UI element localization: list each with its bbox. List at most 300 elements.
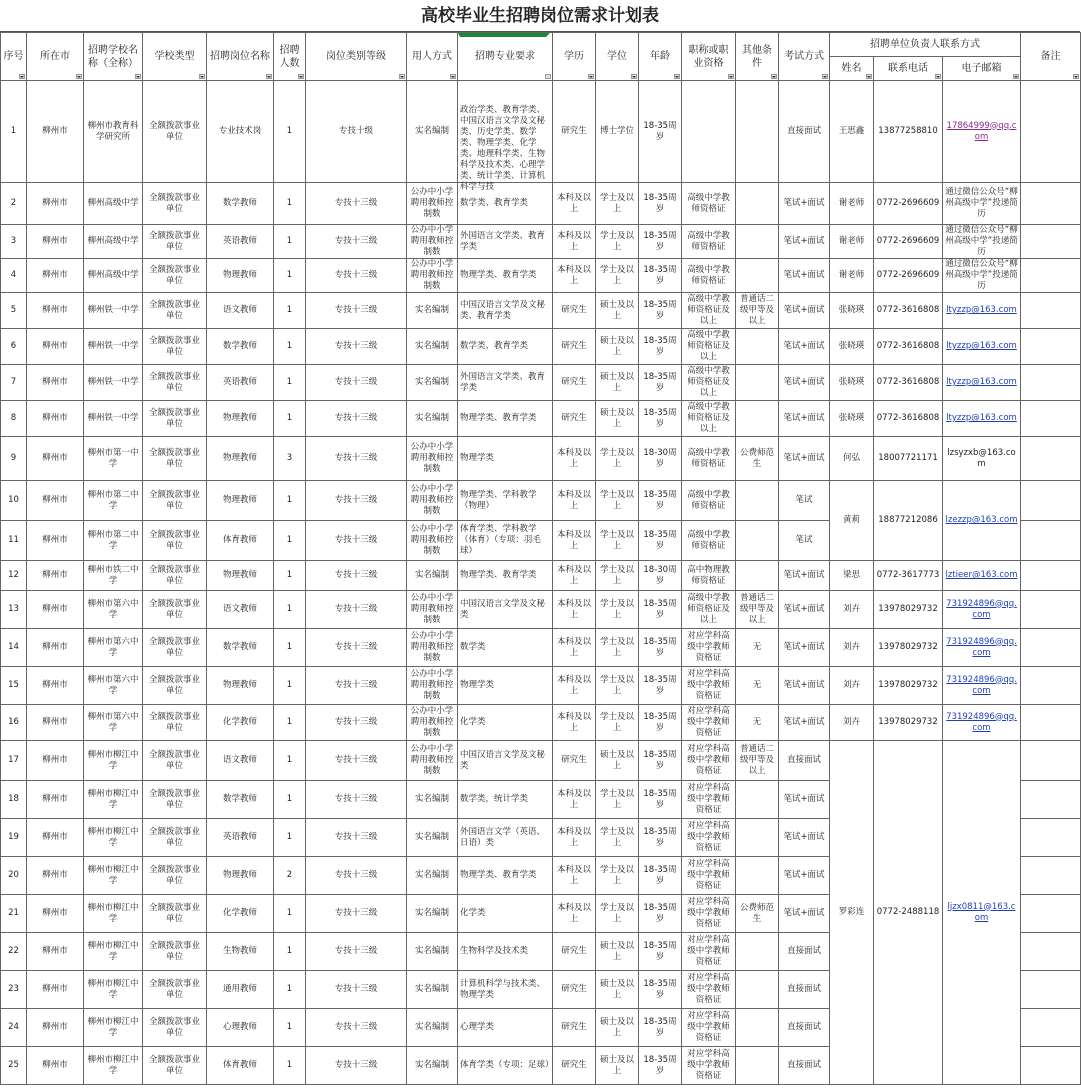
cell-age[interactable] — [639, 183, 682, 225]
cell-city[interactable] — [27, 971, 84, 1009]
header-major[interactable]: 招聘专业要求 — [458, 33, 553, 81]
cell-major[interactable] — [458, 971, 553, 1009]
cell-contact-name[interactable] — [830, 591, 874, 629]
cell-major[interactable] — [458, 481, 553, 521]
cell-grade[interactable] — [306, 225, 407, 259]
cell-degree[interactable] — [596, 1047, 639, 1085]
cell-major[interactable] — [458, 259, 553, 293]
cell-city[interactable] — [27, 225, 84, 259]
cell-school-type[interactable] — [143, 81, 207, 183]
cell-school-type[interactable] — [143, 183, 207, 225]
cell-school-type[interactable] — [143, 225, 207, 259]
cell-contact-name[interactable] — [830, 629, 874, 667]
cell-contact-phone[interactable] — [874, 705, 943, 741]
cell-employment[interactable] — [407, 781, 458, 819]
cell-grade[interactable] — [306, 437, 407, 481]
cell-other[interactable] — [736, 971, 779, 1009]
cell-contact-email[interactable] — [943, 365, 1021, 401]
cell-position[interactable] — [207, 365, 274, 401]
cell-exam[interactable] — [779, 629, 830, 667]
cell-contact-phone[interactable] — [874, 183, 943, 225]
cell-remarks[interactable] — [1021, 293, 1081, 329]
cell-contact-name[interactable] — [830, 329, 874, 365]
header-position[interactable]: 招聘岗位名称 — [207, 33, 274, 81]
cell-grade[interactable] — [306, 183, 407, 225]
cell-other[interactable] — [736, 591, 779, 629]
cell-education[interactable] — [553, 521, 596, 561]
cell-count[interactable] — [274, 81, 306, 183]
cell-major[interactable] — [458, 561, 553, 591]
cell-count[interactable] — [274, 561, 306, 591]
cell-major[interactable] — [458, 183, 553, 225]
cell-city[interactable] — [27, 705, 84, 741]
cell-qualification[interactable] — [682, 401, 736, 437]
cell-age[interactable] — [639, 895, 682, 933]
cell-count[interactable] — [274, 629, 306, 667]
cell-degree[interactable] — [596, 81, 639, 183]
cell-employment[interactable] — [407, 437, 458, 481]
cell-exam[interactable] — [779, 329, 830, 365]
cell-grade[interactable] — [306, 857, 407, 895]
cell-major[interactable] — [458, 521, 553, 561]
cell-remarks[interactable] — [1021, 895, 1081, 933]
cell-employment[interactable] — [407, 1047, 458, 1085]
cell-remarks[interactable] — [1021, 401, 1081, 437]
cell-remarks[interactable] — [1021, 781, 1081, 819]
cell-school-type[interactable] — [143, 781, 207, 819]
cell-school[interactable] — [84, 365, 143, 401]
cell-count[interactable] — [274, 591, 306, 629]
cell-age[interactable] — [639, 1047, 682, 1085]
cell-employment[interactable] — [407, 741, 458, 781]
contact-email-link[interactable]: lztieer@163.com — [945, 570, 1018, 580]
cell-grade[interactable] — [306, 81, 407, 183]
cell-employment[interactable] — [407, 591, 458, 629]
cell-education[interactable] — [553, 667, 596, 705]
cell-city[interactable] — [27, 81, 84, 183]
cell-qualification[interactable] — [682, 1009, 736, 1047]
cell-other[interactable] — [736, 401, 779, 437]
cell-city[interactable] — [27, 481, 84, 521]
cell-qualification[interactable] — [682, 183, 736, 225]
cell-count[interactable] — [274, 781, 306, 819]
cell-exam[interactable] — [779, 741, 830, 781]
cell-exam[interactable] — [779, 819, 830, 857]
cell-qualification[interactable] — [682, 895, 736, 933]
cell-school-type[interactable] — [143, 971, 207, 1009]
header-contact-name[interactable]: 姓名 — [830, 57, 874, 81]
cell-position[interactable] — [207, 329, 274, 365]
cell-city[interactable] — [27, 781, 84, 819]
cell-school[interactable] — [84, 259, 143, 293]
cell-qualification[interactable] — [682, 293, 736, 329]
cell-age[interactable] — [639, 81, 682, 183]
cell-contact-email[interactable] — [943, 81, 1021, 183]
cell-remarks[interactable] — [1021, 329, 1081, 365]
cell-education[interactable] — [553, 781, 596, 819]
header-city[interactable]: 所在市 — [27, 33, 84, 81]
cell-major[interactable] — [458, 401, 553, 437]
cell-city[interactable] — [27, 521, 84, 561]
cell-age[interactable] — [639, 481, 682, 521]
cell-qualification[interactable] — [682, 933, 736, 971]
cell-contact-email[interactable] — [943, 591, 1021, 629]
cell-remarks[interactable] — [1021, 225, 1081, 259]
contact-email-link[interactable]: ltyzzp@163.com — [946, 377, 1017, 387]
cell-seq[interactable] — [1, 401, 27, 437]
cell-remarks[interactable] — [1021, 437, 1081, 481]
cell-other[interactable] — [736, 819, 779, 857]
cell-contact-phone[interactable] — [874, 81, 943, 183]
cell-exam[interactable] — [779, 365, 830, 401]
cell-exam[interactable] — [779, 437, 830, 481]
cell-major[interactable] — [458, 629, 553, 667]
cell-seq[interactable] — [1, 1047, 27, 1085]
cell-major[interactable] — [458, 895, 553, 933]
cell-age[interactable] — [639, 401, 682, 437]
cell-employment[interactable] — [407, 857, 458, 895]
cell-degree[interactable] — [596, 183, 639, 225]
header-qualification[interactable]: 职称或职业资格 — [682, 33, 736, 81]
cell-school[interactable] — [84, 225, 143, 259]
cell-contact-phone[interactable] — [874, 591, 943, 629]
cell-contact-email[interactable] — [943, 259, 1021, 293]
cell-other[interactable] — [736, 629, 779, 667]
contact-email-link[interactable]: 731924896@qq.com — [946, 711, 1017, 733]
cell-city[interactable] — [27, 183, 84, 225]
cell-exam[interactable] — [779, 667, 830, 705]
cell-qualification[interactable] — [682, 819, 736, 857]
cell-age[interactable] — [639, 667, 682, 705]
cell-position[interactable] — [207, 741, 274, 781]
cell-contact-email[interactable] — [943, 741, 1021, 1085]
cell-remarks[interactable] — [1021, 933, 1081, 971]
cell-contact-phone[interactable] — [874, 437, 943, 481]
cell-degree[interactable] — [596, 895, 639, 933]
cell-degree[interactable] — [596, 365, 639, 401]
cell-count[interactable] — [274, 401, 306, 437]
cell-city[interactable] — [27, 895, 84, 933]
cell-employment[interactable] — [407, 293, 458, 329]
cell-other[interactable] — [736, 667, 779, 705]
cell-seq[interactable] — [1, 183, 27, 225]
cell-position[interactable] — [207, 933, 274, 971]
cell-age[interactable] — [639, 781, 682, 819]
cell-qualification[interactable] — [682, 81, 736, 183]
cell-school[interactable] — [84, 561, 143, 591]
cell-remarks[interactable] — [1021, 365, 1081, 401]
cell-seq[interactable] — [1, 329, 27, 365]
cell-qualification[interactable] — [682, 225, 736, 259]
cell-seq[interactable] — [1, 81, 27, 183]
cell-exam[interactable] — [779, 591, 830, 629]
cell-position[interactable] — [207, 521, 274, 561]
cell-age[interactable] — [639, 365, 682, 401]
cell-employment[interactable] — [407, 819, 458, 857]
cell-remarks[interactable] — [1021, 591, 1081, 629]
cell-remarks[interactable] — [1021, 629, 1081, 667]
cell-count[interactable] — [274, 1009, 306, 1047]
cell-major[interactable] — [458, 705, 553, 741]
cell-contact-name[interactable] — [830, 437, 874, 481]
cell-school-type[interactable] — [143, 667, 207, 705]
header-school-type[interactable]: 学校类型 — [143, 33, 207, 81]
cell-grade[interactable] — [306, 705, 407, 741]
cell-contact-phone[interactable] — [874, 259, 943, 293]
cell-contact-email[interactable] — [943, 329, 1021, 365]
cell-employment[interactable] — [407, 481, 458, 521]
cell-city[interactable] — [27, 591, 84, 629]
cell-contact-email[interactable] — [943, 293, 1021, 329]
cell-education[interactable] — [553, 1009, 596, 1047]
cell-school-type[interactable] — [143, 437, 207, 481]
cell-degree[interactable] — [596, 521, 639, 561]
cell-school-type[interactable] — [143, 857, 207, 895]
cell-exam[interactable] — [779, 481, 830, 521]
cell-seq[interactable] — [1, 705, 27, 741]
cell-school-type[interactable] — [143, 1009, 207, 1047]
cell-exam[interactable] — [779, 971, 830, 1009]
cell-qualification[interactable] — [682, 365, 736, 401]
cell-grade[interactable] — [306, 521, 407, 561]
contact-email-link[interactable]: 731924896@qq.com — [946, 598, 1017, 620]
cell-qualification[interactable] — [682, 481, 736, 521]
cell-city[interactable] — [27, 293, 84, 329]
cell-school[interactable] — [84, 705, 143, 741]
cell-count[interactable] — [274, 225, 306, 259]
cell-education[interactable] — [553, 741, 596, 781]
cell-grade[interactable] — [306, 667, 407, 705]
cell-city[interactable] — [27, 561, 84, 591]
cell-other[interactable] — [736, 225, 779, 259]
cell-seq[interactable] — [1, 521, 27, 561]
cell-position[interactable] — [207, 705, 274, 741]
cell-other[interactable] — [736, 329, 779, 365]
contact-email-link[interactable]: 731924896@qq.com — [946, 636, 1017, 658]
cell-remarks[interactable] — [1021, 667, 1081, 705]
cell-contact-phone[interactable] — [874, 293, 943, 329]
cell-grade[interactable] — [306, 971, 407, 1009]
cell-education[interactable] — [553, 705, 596, 741]
cell-school-type[interactable] — [143, 933, 207, 971]
cell-grade[interactable] — [306, 365, 407, 401]
cell-degree[interactable] — [596, 401, 639, 437]
cell-contact-name[interactable] — [830, 225, 874, 259]
cell-count[interactable] — [274, 933, 306, 971]
cell-seq[interactable] — [1, 293, 27, 329]
cell-school[interactable] — [84, 481, 143, 521]
cell-qualification[interactable] — [682, 629, 736, 667]
cell-grade[interactable] — [306, 819, 407, 857]
cell-position[interactable] — [207, 781, 274, 819]
cell-seq[interactable] — [1, 259, 27, 293]
cell-school-type[interactable] — [143, 365, 207, 401]
cell-degree[interactable] — [596, 667, 639, 705]
cell-other[interactable] — [736, 1009, 779, 1047]
cell-position[interactable] — [207, 1009, 274, 1047]
cell-employment[interactable] — [407, 365, 458, 401]
cell-city[interactable] — [27, 857, 84, 895]
cell-contact-phone[interactable] — [874, 561, 943, 591]
cell-employment[interactable] — [407, 933, 458, 971]
cell-remarks[interactable] — [1021, 857, 1081, 895]
cell-other[interactable] — [736, 293, 779, 329]
cell-degree[interactable] — [596, 741, 639, 781]
cell-age[interactable] — [639, 437, 682, 481]
cell-school-type[interactable] — [143, 591, 207, 629]
cell-degree[interactable] — [596, 857, 639, 895]
cell-employment[interactable] — [407, 971, 458, 1009]
cell-seq[interactable] — [1, 365, 27, 401]
cell-education[interactable] — [553, 81, 596, 183]
cell-city[interactable] — [27, 1047, 84, 1085]
cell-contact-name[interactable] — [830, 183, 874, 225]
cell-education[interactable] — [553, 857, 596, 895]
cell-age[interactable] — [639, 561, 682, 591]
cell-other[interactable] — [736, 183, 779, 225]
cell-age[interactable] — [639, 971, 682, 1009]
cell-school[interactable] — [84, 1009, 143, 1047]
cell-city[interactable] — [27, 819, 84, 857]
cell-grade[interactable] — [306, 629, 407, 667]
contact-email-link[interactable]: ljzx0811@163.com — [947, 901, 1016, 923]
cell-school-type[interactable] — [143, 259, 207, 293]
cell-contact-name[interactable] — [830, 81, 874, 183]
cell-count[interactable] — [274, 293, 306, 329]
cell-remarks[interactable] — [1021, 1009, 1081, 1047]
cell-employment[interactable] — [407, 81, 458, 183]
cell-school[interactable] — [84, 819, 143, 857]
cell-count[interactable] — [274, 183, 306, 225]
cell-age[interactable] — [639, 591, 682, 629]
cell-school-type[interactable] — [143, 329, 207, 365]
cell-education[interactable] — [553, 329, 596, 365]
cell-exam[interactable] — [779, 933, 830, 971]
cell-exam[interactable] — [779, 1047, 830, 1085]
header-employment[interactable]: 用人方式 — [407, 33, 458, 81]
header-remarks[interactable]: 备注 — [1021, 33, 1081, 81]
cell-position[interactable] — [207, 1047, 274, 1085]
cell-count[interactable] — [274, 741, 306, 781]
cell-degree[interactable] — [596, 591, 639, 629]
cell-remarks[interactable] — [1021, 81, 1081, 183]
cell-school-type[interactable] — [143, 561, 207, 591]
cell-degree[interactable] — [596, 1009, 639, 1047]
cell-major[interactable] — [458, 365, 553, 401]
cell-city[interactable] — [27, 259, 84, 293]
cell-degree[interactable] — [596, 629, 639, 667]
cell-contact-email[interactable] — [943, 629, 1021, 667]
cell-remarks[interactable] — [1021, 521, 1081, 561]
cell-exam[interactable] — [779, 705, 830, 741]
cell-age[interactable] — [639, 819, 682, 857]
cell-school[interactable] — [84, 329, 143, 365]
cell-grade[interactable] — [306, 329, 407, 365]
cell-contact-phone[interactable] — [874, 629, 943, 667]
cell-position[interactable] — [207, 259, 274, 293]
cell-school[interactable] — [84, 437, 143, 481]
cell-education[interactable] — [553, 259, 596, 293]
header-contact-phone[interactable]: 联系电话 — [874, 57, 943, 81]
cell-city[interactable] — [27, 329, 84, 365]
cell-school[interactable] — [84, 521, 143, 561]
cell-grade[interactable] — [306, 259, 407, 293]
cell-other[interactable] — [736, 857, 779, 895]
cell-employment[interactable] — [407, 1009, 458, 1047]
cell-seq[interactable] — [1, 857, 27, 895]
cell-contact-phone[interactable] — [874, 401, 943, 437]
cell-city[interactable] — [27, 667, 84, 705]
cell-age[interactable] — [639, 933, 682, 971]
cell-contact-phone[interactable] — [874, 741, 943, 1085]
cell-remarks[interactable] — [1021, 481, 1081, 521]
cell-contact-name[interactable] — [830, 293, 874, 329]
cell-school-type[interactable] — [143, 401, 207, 437]
header-other[interactable]: 其他条件 — [736, 33, 779, 81]
cell-remarks[interactable] — [1021, 971, 1081, 1009]
cell-position[interactable] — [207, 481, 274, 521]
cell-exam[interactable] — [779, 225, 830, 259]
cell-major[interactable] — [458, 225, 553, 259]
cell-city[interactable] — [27, 437, 84, 481]
cell-education[interactable] — [553, 629, 596, 667]
cell-major[interactable] — [458, 81, 553, 192]
cell-school[interactable] — [84, 81, 143, 183]
cell-exam[interactable] — [779, 521, 830, 561]
cell-count[interactable] — [274, 895, 306, 933]
cell-education[interactable] — [553, 561, 596, 591]
cell-major[interactable] — [458, 591, 553, 629]
cell-school-type[interactable] — [143, 629, 207, 667]
cell-exam[interactable] — [779, 81, 830, 183]
contact-email-link[interactable]: ltyzzp@163.com — [946, 341, 1017, 351]
cell-school-type[interactable] — [143, 705, 207, 741]
cell-major[interactable] — [458, 1009, 553, 1047]
cell-count[interactable] — [274, 705, 306, 741]
cell-exam[interactable] — [779, 259, 830, 293]
cell-major[interactable] — [458, 293, 553, 329]
cell-employment[interactable] — [407, 895, 458, 933]
cell-employment[interactable] — [407, 329, 458, 365]
cell-contact-email[interactable] — [943, 667, 1021, 705]
cell-contact-phone[interactable] — [874, 365, 943, 401]
cell-education[interactable] — [553, 437, 596, 481]
cell-qualification[interactable] — [682, 741, 736, 781]
cell-seq[interactable] — [1, 781, 27, 819]
cell-count[interactable] — [274, 521, 306, 561]
cell-seq[interactable] — [1, 971, 27, 1009]
cell-seq[interactable] — [1, 591, 27, 629]
cell-count[interactable] — [274, 437, 306, 481]
cell-other[interactable] — [736, 705, 779, 741]
cell-seq[interactable] — [1, 667, 27, 705]
cell-degree[interactable] — [596, 481, 639, 521]
cell-age[interactable] — [639, 225, 682, 259]
cell-degree[interactable] — [596, 971, 639, 1009]
cell-other[interactable] — [736, 1047, 779, 1085]
cell-remarks[interactable] — [1021, 183, 1081, 225]
cell-contact-name[interactable] — [830, 481, 874, 561]
cell-school[interactable] — [84, 933, 143, 971]
cell-remarks[interactable] — [1021, 1047, 1081, 1085]
cell-degree[interactable] — [596, 781, 639, 819]
cell-degree[interactable] — [596, 561, 639, 591]
cell-other[interactable] — [736, 933, 779, 971]
cell-contact-email[interactable] — [943, 401, 1021, 437]
cell-contact-phone[interactable] — [874, 329, 943, 365]
cell-city[interactable] — [27, 741, 84, 781]
cell-contact-name[interactable] — [830, 259, 874, 293]
